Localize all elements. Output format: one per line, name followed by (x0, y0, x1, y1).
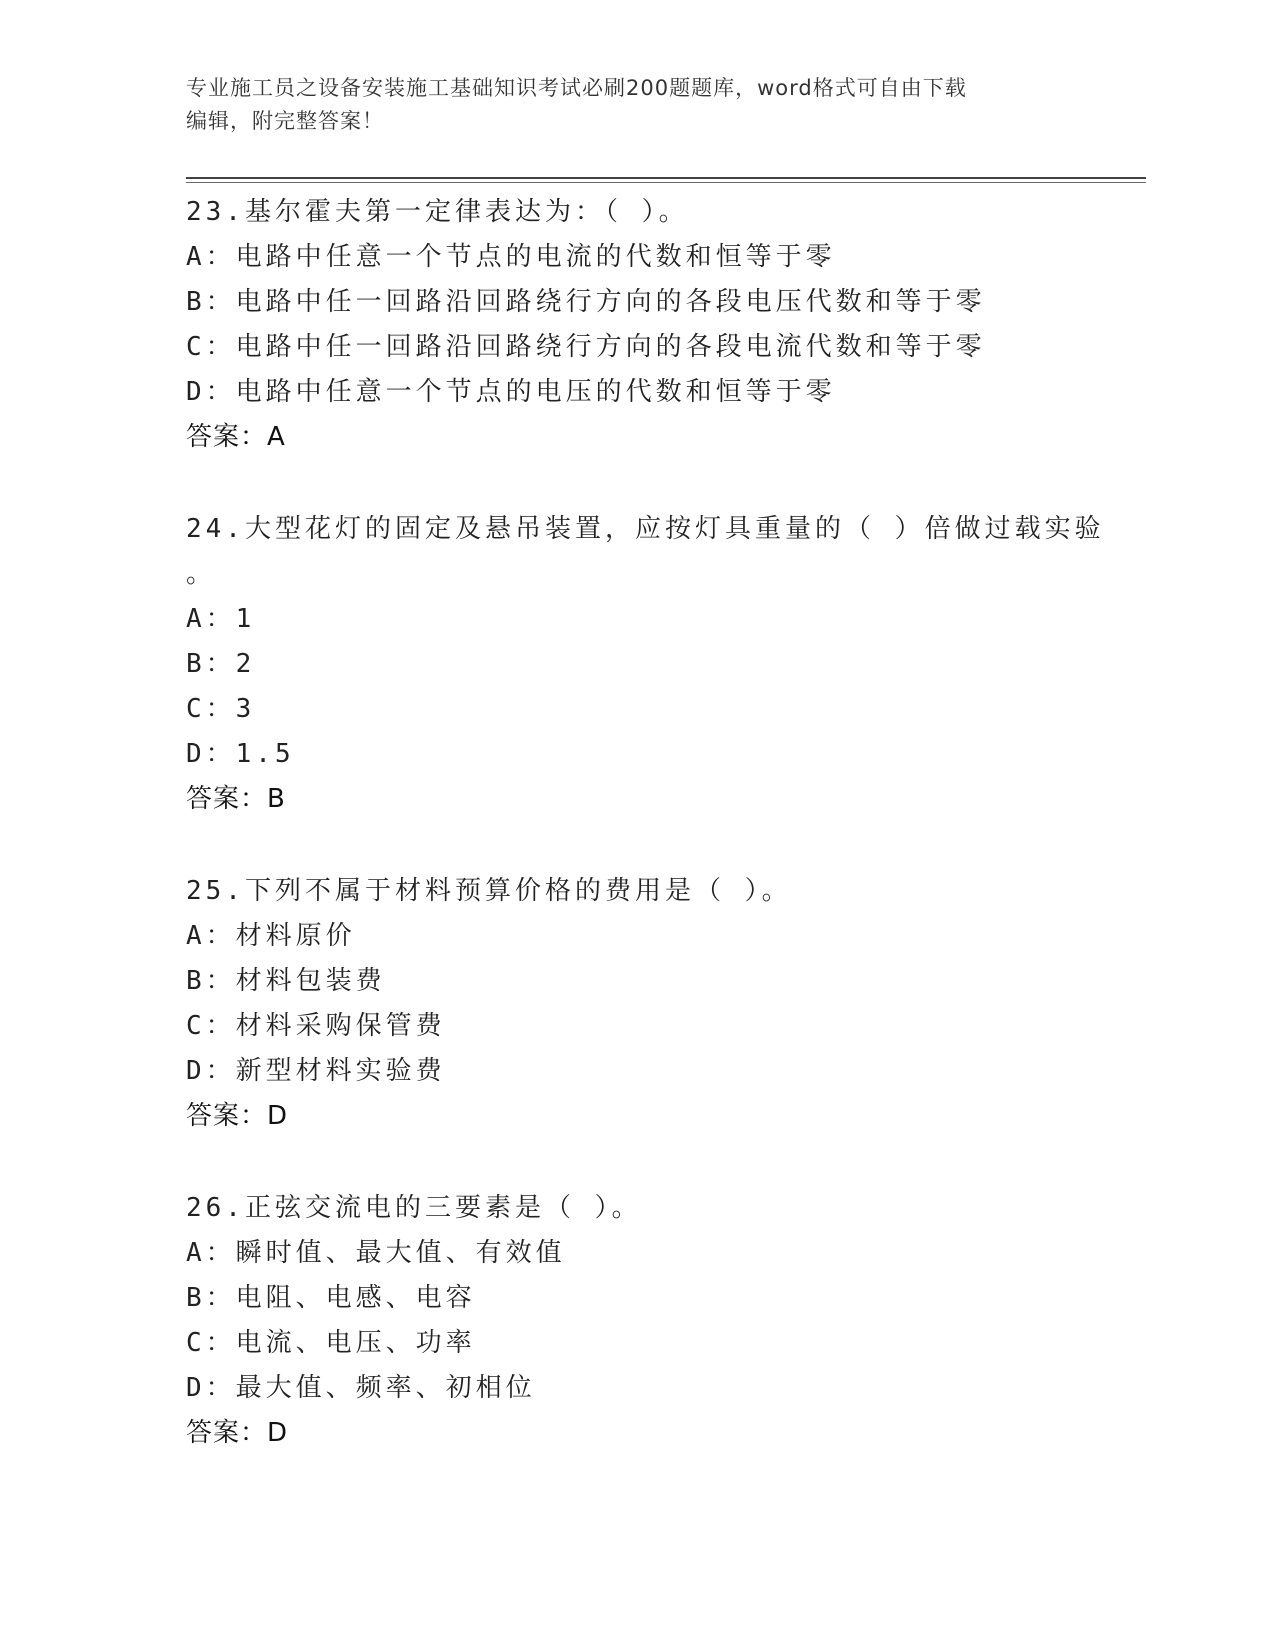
option-text: 瞬时值、最大值、有效值 (235, 1238, 566, 1268)
option-text: 3 (235, 694, 256, 724)
option-letter: D： (186, 1056, 236, 1086)
option-letter: D： (186, 739, 236, 769)
question-title: 23.基尔霍夫第一定律表达为：（ ）。 (186, 197, 689, 227)
option-text: 最大值、频率、初相位 (235, 1373, 536, 1403)
question-title: 24.大型花灯的固定及悬吊装置，应按灯具重量的（ ）倍做过载实验 (186, 514, 1105, 544)
question-block-24 (186, 507, 1146, 822)
option-d (186, 732, 1146, 777)
header-divider-thin (186, 182, 1146, 183)
option-a (186, 235, 1146, 280)
option-letter: A： (186, 604, 236, 634)
document-header (186, 72, 1066, 138)
answer-line: 答案：D (186, 1418, 289, 1448)
header-title-line-1: 专业施工员之设备安装施工基础知识考试必刷200题题库，word格式可自由下载 (186, 76, 967, 100)
answer-line: 答案：B (186, 784, 286, 814)
answer-line: 答案：A (186, 422, 286, 452)
question-title-continuation: 。 (186, 559, 217, 589)
option-letter: A： (186, 242, 236, 272)
option-a (186, 914, 1146, 959)
option-d (186, 1366, 1146, 1411)
question-spacer (186, 460, 1146, 507)
question-block-26 (186, 1186, 1146, 1456)
option-b (186, 280, 1146, 325)
header-title-line-2: 编辑，附完整答案！ (186, 109, 384, 133)
question-spacer (186, 822, 1146, 869)
option-b (186, 642, 1146, 687)
option-b (186, 959, 1146, 1004)
option-text: 电流、电压、功率 (235, 1328, 476, 1358)
option-c (186, 687, 1146, 732)
option-text: 材料原价 (235, 921, 356, 951)
option-letter: B： (186, 966, 236, 996)
option-text: 电路中任一回路沿回路绕行方向的各段电压代数和等于零 (235, 287, 986, 317)
question-title: 26.正弦交流电的三要素是（ ）。 (186, 1193, 642, 1223)
option-text: 2 (235, 649, 256, 679)
option-letter: D： (186, 377, 236, 407)
answer-line: 答案：D (186, 1101, 289, 1131)
option-letter: B： (186, 649, 236, 679)
option-text: 电阻、电感、电容 (235, 1283, 476, 1313)
option-letter: C： (186, 332, 236, 362)
option-text: 电路中任意一个节点的电压的代数和恒等于零 (235, 377, 836, 407)
option-letter: C： (186, 1011, 236, 1041)
option-text: 1 (235, 604, 256, 634)
option-d (186, 370, 1146, 415)
option-c (186, 325, 1146, 370)
option-letter: A： (186, 921, 236, 951)
option-c (186, 1321, 1146, 1366)
option-letter: D： (186, 1373, 236, 1403)
option-letter: B： (186, 1283, 236, 1313)
question-spacer (186, 1139, 1146, 1186)
option-letter: A： (186, 1238, 236, 1268)
question-block-23 (186, 190, 1146, 460)
question-list (186, 190, 1146, 1456)
option-text: 1.5 (235, 739, 295, 769)
option-text: 电路中任一回路沿回路绕行方向的各段电流代数和等于零 (235, 332, 986, 362)
option-a (186, 1231, 1146, 1276)
option-d (186, 1049, 1146, 1094)
option-letter: C： (186, 1328, 236, 1358)
option-c (186, 1004, 1146, 1049)
option-a (186, 597, 1146, 642)
option-text: 材料采购保管费 (235, 1011, 446, 1041)
option-text: 新型材料实验费 (235, 1056, 446, 1086)
question-title: 25.下列不属于材料预算价格的费用是（ ）。 (186, 876, 792, 906)
header-divider-thick (186, 177, 1146, 179)
question-block-25 (186, 869, 1146, 1139)
option-b (186, 1276, 1146, 1321)
option-letter: C： (186, 694, 236, 724)
option-letter: B： (186, 287, 236, 317)
option-text: 电路中任意一个节点的电流的代数和恒等于零 (235, 242, 836, 272)
option-text: 材料包装费 (235, 966, 386, 996)
